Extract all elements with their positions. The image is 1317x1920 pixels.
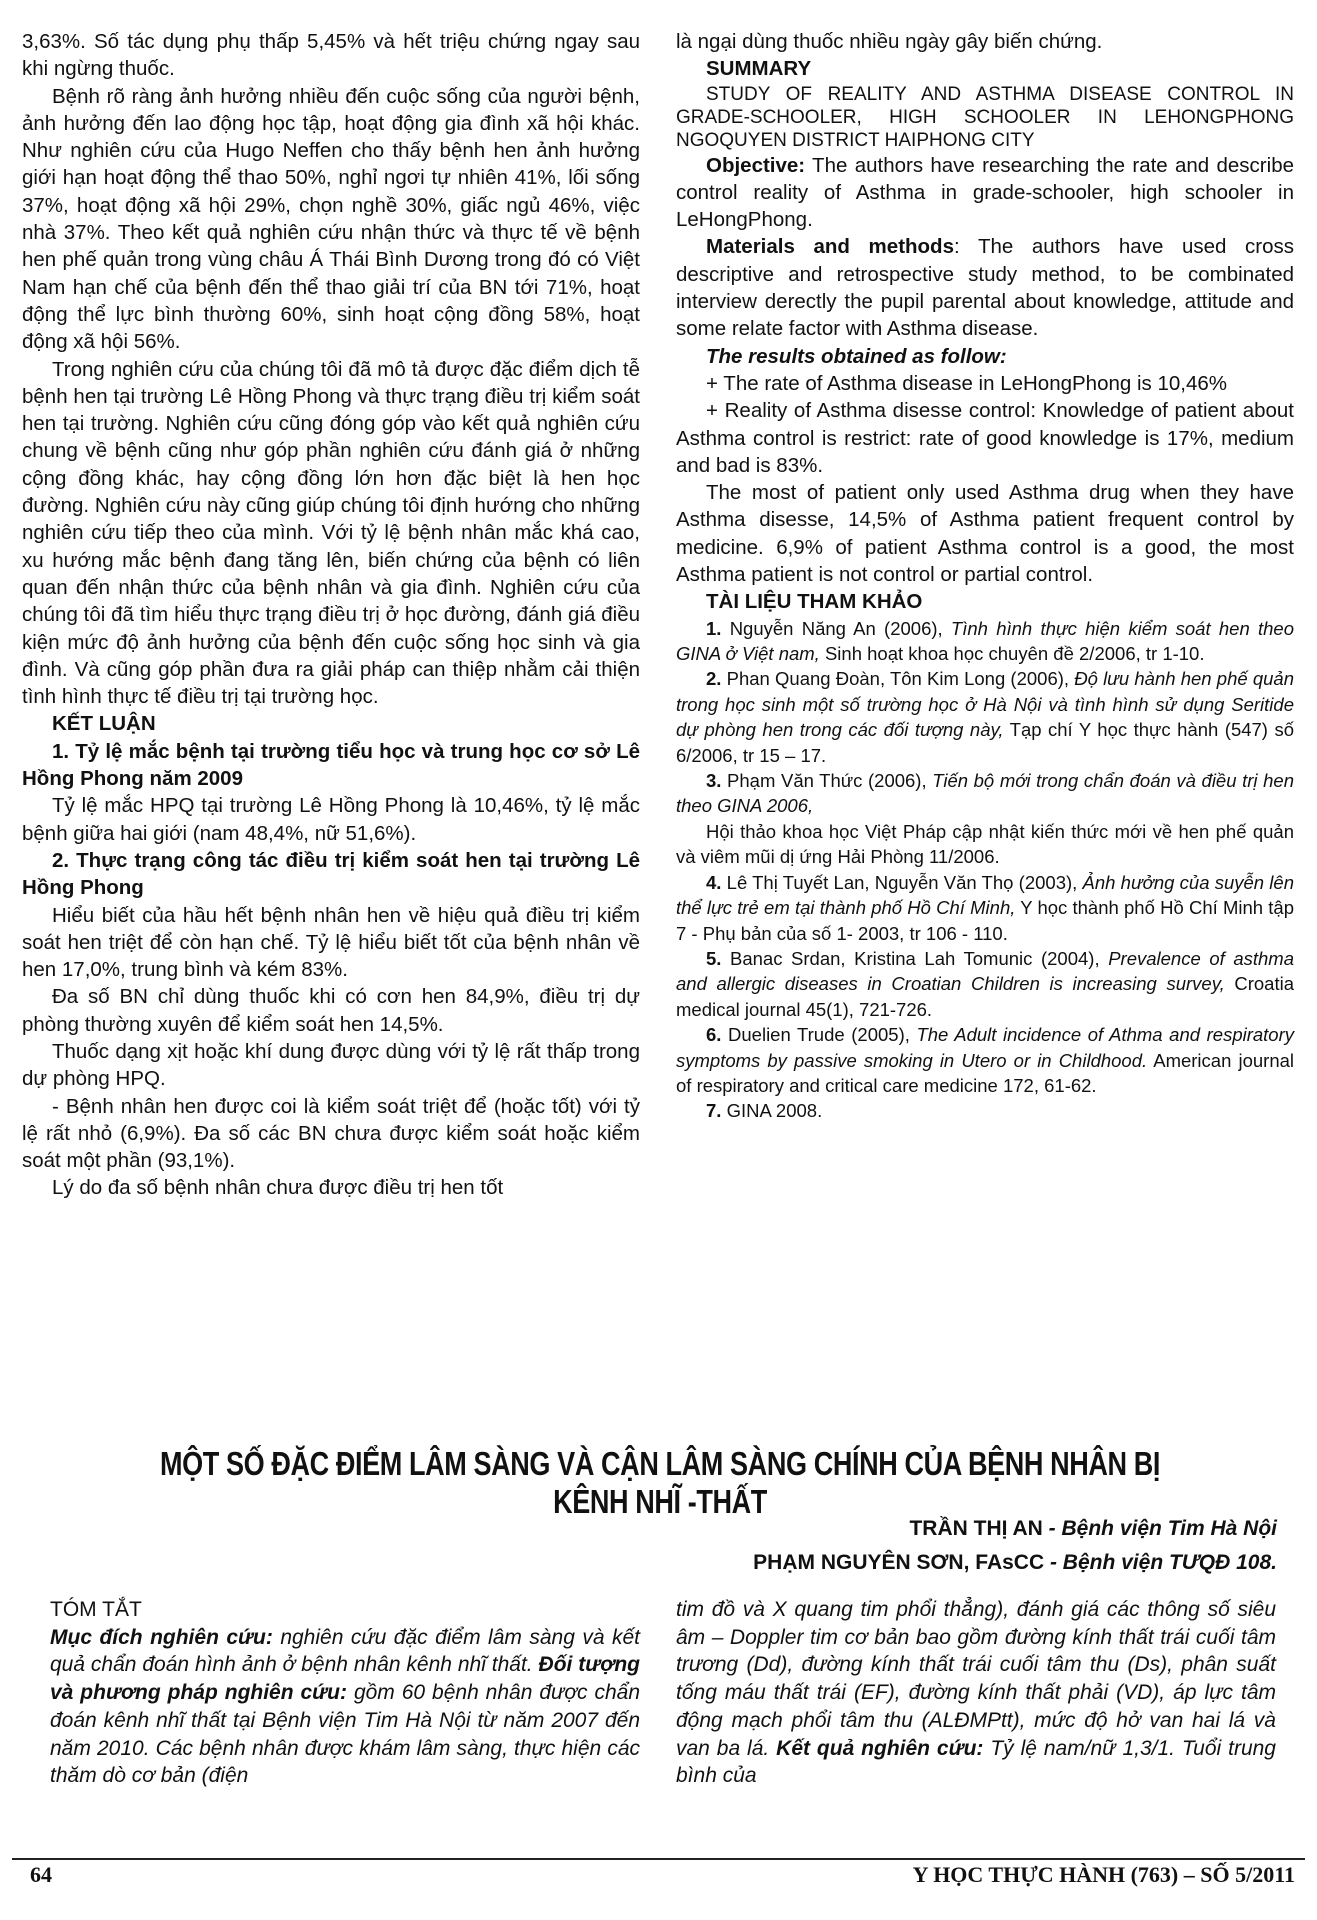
footer-rule [12,1858,1305,1860]
summary-heading: SUMMARY [706,57,812,81]
summary-title: STUDY OF REALITY AND ASTHMA DISEASE CONTROL IN GRADE-SCHOOLER, HIGH SCHOOLER IN LEHONGPHONG NGOQUYEN DISTRICT HAIPHONG CITY [676,83,1294,151]
purpose-text: nghiên cứu đặc điểm lâm sàng và kết quả chẩn đoán hình ảnh ở bệnh nhân kênh nhĩ thất. [50,1625,640,1677]
ref-authors: Phan Quang Đoàn, Tôn Kim Long (2006), [721,668,1075,690]
methods-paragraph [676,233,1294,342]
section-heading-conclusion: KẾT LUẬN [52,712,156,736]
reference-item [676,1098,1294,1123]
ref-title: The Adult incidence of Athma and respiratory symptoms by passive smoking in Utero or in Childhood. [676,1024,1295,1071]
paragraph: Lý do đa số bệnh nhân chưa được điều trị hen tốt [52,1176,504,1200]
ref-authors: Phạm Văn Thức (2006), [721,770,933,792]
paragraph: - Bệnh nhân hen được coi là kiểm soát triệt để (hoặc tốt) với tỷ lệ rất nhỏ (6,9%). Đa số các BN chưa được kiểm soát hoặc kiểm soát một phần (93,1%). [22,1094,640,1173]
left-column [22,28,640,1202]
author-line [753,1512,1277,1546]
ref-authors: Lê Thị Tuyết Lan, Nguyễn Văn Thọ (2003), [721,871,1083,893]
result-text: Tỷ lệ nam/nữ 1,3/1. Tuổi trung bình của [676,1736,1276,1788]
paragraph: Bệnh rõ ràng ảnh hưởng nhiều đến cuộc sống của người bệnh, ảnh hưởng đến lao động học tập, hoạt động gia đình xã hội khác. Như nghiên cứu của Hugo Neffen cho thấy bệnh hen ảnh hưởng giới hạn hoạt động thể thao 50%, nghỉ ngơi tự nhiên 41%, lối sống 37%, hoạt động xã hội 29%, chọn nghề 30%, giấc ngủ 46%, việc nhà 37%. Theo kết quả nghiên cứu nhận thức và thực tế về bệnh hen phế quản trong vùng châu Á Thái Bình Dương trong đó có Việt Nam hạn chế của bệnh đến thể thao giải trí của BN tới 71%, hoạt động thể lực bình thường 60%, sinh hoạt cộng đồng 58%, hoạt động xã hội 56%. [22,84,640,354]
reference-item [676,666,1294,768]
ref-authors: Banac Srdan, Kristina Lah Tomunic (2004), [721,947,1109,969]
abstract-right [676,1596,1276,1790]
purpose-label: Mục đích nghiên cứu: [50,1625,273,1649]
ref-title: Tình hình thực hiện kiểm soát hen theo GINA ở Việt nam, [676,617,1294,665]
author-name: PHẠM NGUYÊN SƠN, FAsCC [753,1551,1045,1574]
paragraph: 3,63%. Số tác dụng phụ thấp 5,45% và hết triệu chứng ngay sau khi ngừng thuốc. [22,30,640,81]
abstract-text: tim đồ và X quang tim phổi thẳng), đánh giá các thông số siêu âm – Doppler tim cơ bản bao gồm đường kính thất trái cuối tâm trương (Dd), đường kính thất trái cuối tâm thu (Ds), phân suất tống máu thất trái (EF), đường kính thất phải (VD), áp lực tâm động mạch phổi tâm thu (ALĐMPtt), mức độ hở van hai lá và van ba lá. [676,1598,1276,1760]
page-number: 64 [30,1862,52,1887]
reference-item-cont: Hội thảo khoa học Việt Pháp cập nhật kiến thức mới về hen phế quản và viêm mũi dị ứng Hải Phòng 11/2006. [676,820,1294,868]
ref-source: Tạp chí Y học thực hành (547) số 6/2006, tr 15 – 17. [676,719,1294,766]
paragraph: Đa số BN chỉ dùng thuốc khi có cơn hen 84,9%, điều trị dự phòng thường xuyên để kiểm soát hen 14,5%. [22,985,640,1036]
ref-number: 1. [706,617,722,639]
ref-number: 3. [706,770,722,792]
paragraph: Tỷ lệ mắc HPQ tại trường Lê Hồng Phong là 10,46%, tỷ lệ mắc bệnh giữa hai giới (nam 48,4%, nữ 51,6%). [22,794,640,845]
abstract-paragraph [676,1596,1276,1790]
ref-authors: GINA 2008. [721,1100,823,1122]
right-column [676,28,1294,1124]
ref-source: Y học thành phố Hồ Chí Minh tập 7 - Phụ bản của số 1- 2003, tr 106 - 110. [676,897,1294,944]
paragraph: là ngại dùng thuốc nhiều ngày gây biến chứng. [676,30,1103,53]
authors-block [753,1512,1277,1580]
reference-item [676,1022,1294,1098]
ref-number: 7. [706,1100,722,1122]
ref-number: 4. [706,871,722,893]
subjects-text: gồm 60 bệnh nhân được chẩn đoán kênh nhĩ thất tại Bệnh viện Tim Hà Nội từ năm 2007 đến năm 2010. Các bệnh nhân được khám lâm sàng, thực hiện các thăm dò cơ bản (điện [50,1681,640,1788]
author-affiliation: - Bệnh viện Tim Hà Nội [1042,1517,1277,1540]
ref-title: Tiến bộ mới trong chẩn đoán và điều trị hen theo GINA 2006, [676,770,1294,817]
abstract-heading: TÓM TẮT [50,1598,142,1621]
subsection-heading: 2. Thực trạng công tác điều trị kiểm soát hen tại trường Lê Hồng Phong [22,848,640,900]
abstract-paragraph [50,1624,640,1790]
author-affiliation: - Bệnh viện TƯQĐ 108. [1044,1551,1277,1574]
result-item: + The rate of Asthma disease in LeHongPhong is 10,46% [706,371,1228,395]
methods-label: Materials and methods [706,235,954,259]
reference-item [676,946,1294,1022]
objective-paragraph [676,152,1294,234]
article-title: MỘT SỐ ĐẶC ĐIỂM LÂM SÀNG VÀ CẬN LÂM SÀNG CHÍNH CỦA BỆNH NHÂN BỊ KÊNH NHĨ -THẤT [160,1445,1160,1520]
objective-label: Objective: [706,153,806,177]
subsection-heading: 1. Tỷ lệ mắc bệnh tại trường tiểu học và trung học cơ sở Lê Hồng Phong năm 2009 [22,739,640,791]
methods-text: : The authors have used cross descriptive and retrospective study method, to be combinated interview derectly the pupil parental about knowledge, attitude and some relate factor with Asthma disease. [676,235,1295,341]
ref-source: Croatia medical journal 45(1), 721-726. [676,973,1294,1020]
ref-authors: Duelien Trude (2005), [721,1024,917,1046]
ref-authors: Nguyễn Năng An (2006), [721,617,951,639]
references-heading: TÀI LIỆU THAM KHẢO [706,590,923,614]
paragraph: Trong nghiên cứu của chúng tôi đã mô tả được đặc điểm dịch tễ bệnh hen tại trường Lê Hồng Phong và thực trạng điều trị kiểm soát hen tại trường. Nghiên cứu cũng đóng góp vào kết quả nghiên cứu chung về bệnh cũng như góp phần nghiên cứu đánh giá ở những cộng đồng khác, hay cộng đồng lớn hơn đặc biệt là hen học đường. Nghiên cứu này cũng giúp chúng tôi định hướng cho những nghiên cứu tiếp theo của mình. Với tỷ lệ bệnh nhân mắc khá cao, xu hướng mắc bệnh đang tăng lên, biến chứng của bệnh có liên quan đến nhận thức của bệnh nhân và gia đình. Nghiên cứu của chúng tôi đã tìm hiểu thực trạng điều trị ở học đường, đánh giá điều kiện mức độ ảnh hưởng của bệnh đến cuộc sống học sinh và gia đình. Và cũng góp phần đưa ra giải pháp can thiệp nhằm cải thiện tình hình thực tế điều trị tại trường học. [22,357,640,709]
ref-number: 2. [706,668,722,690]
reference-item [676,616,1294,667]
ref-source: American journal of respiratory and critical care medicine 172, 61-62. [676,1049,1295,1096]
result-item: + Reality of Asthma disesse control: Knowledge of patient about Asthma control is restrict: rate of good knowledge is 17%, medium and bad is 83%. [676,399,1294,477]
results-label: The results obtained as follow: [706,344,1007,368]
reference-item [676,870,1294,946]
subjects-label: Đối tượng và phương pháp nghiên cứu: [50,1653,640,1705]
result-label: Kết quả nghiên cứu: [769,1736,984,1760]
objective-text: The authors have researching the rate and describe control reality of Asthma in grade-schooler, high schooler in LeHongPhong. [676,153,1294,232]
paragraph: Thuốc dạng xịt hoặc khí dung được dùng với tỷ lệ rất thấp trong dự phòng HPQ. [22,1039,640,1091]
author-line [753,1546,1277,1580]
ref-title: Prevalence of asthma and allergic diseases in Croatian Children is increasing survey, [676,947,1294,995]
ref-source: Sinh hoạt khoa học chuyên đề 2/2006, tr 1-10. [819,643,1205,665]
ref-title: Ảnh hưởng của suyễn lên thể lực trẻ em tại thành phố Hồ Chí Minh, [676,871,1294,919]
ref-number: 5. [706,947,722,969]
reference-item [676,768,1294,819]
ref-title: Độ lưu hành hen phế quản trong học sinh một số trường học ở Hà Nội và tình hình sử dụng Seritide dự phòng hen trong các đối tượng này, [676,668,1294,741]
abstract-left [50,1596,640,1790]
author-name: TRẦN THỊ AN [909,1517,1043,1540]
journal-name: Y HỌC THỰC HÀNH (763) – SỐ 5/2011 [912,1862,1295,1887]
paragraph: Hiểu biết của hầu hết bệnh nhân hen về hiệu quả điều trị kiểm soát hen triệt để còn hạn chế. Tỷ lệ hiểu biết tốt của bệnh nhân về hen 17,0%, trung bình và kém 83%. [22,903,640,982]
ref-number: 6. [706,1024,722,1046]
result-item: The most of patient only used Asthma drug when they have Asthma disesse, 14,5% of Asthma patient frequent control by medicine. 6,9% of patient Asthma control is a good, the most Asthma patient is not control or partial control. [676,481,1294,587]
